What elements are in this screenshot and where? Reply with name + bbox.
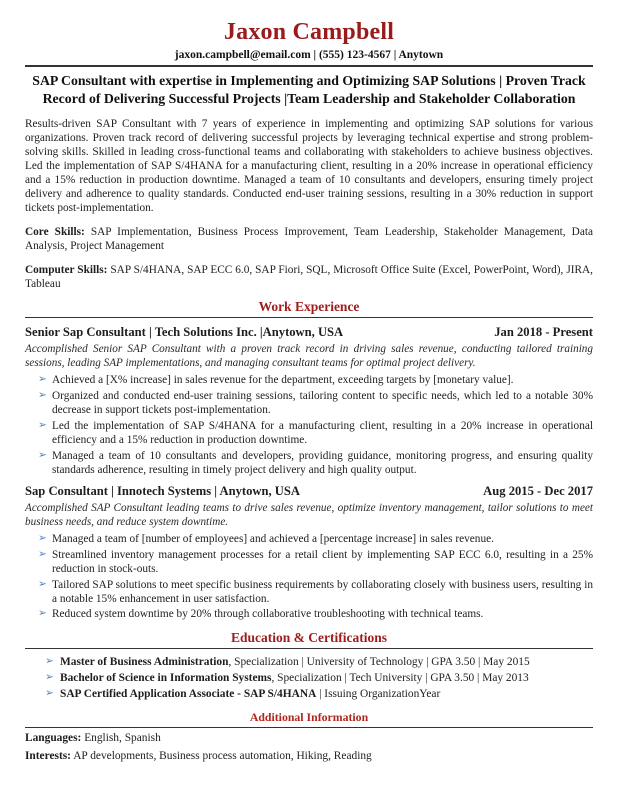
- core-skills-value: SAP Implementation, Business Process Improvement, Team Leadership, Stakeholder Management, Data Analysis, Project Management: [25, 226, 593, 252]
- degree-details: | Issuing OrganizationYear: [316, 688, 441, 701]
- degree-details: , Specialization | Tech University | GPA 3.50 | May 2013: [271, 671, 529, 684]
- arrow-bullet-icon: ➢: [45, 655, 54, 667]
- bullet-text: Achieved a [X% increase] in sales revenue for the department, exceeding targets by [monetary value].: [52, 374, 514, 386]
- bullet-text: Reduced system downtime by 20% through collaborative troubleshooting with technical teams.: [52, 608, 484, 621]
- arrow-bullet-icon: ➢: [45, 671, 54, 683]
- job-title: Senior Sap Consultant | Tech Solutions Inc. |Anytown, USA: [25, 325, 344, 339]
- education-item: [25, 654, 593, 670]
- bullet-item: [25, 419, 593, 447]
- interests-label: Interests:: [25, 750, 71, 763]
- job-dates: Aug 2015 - Dec 2017: [483, 483, 593, 498]
- bullet-text: Managed a team of [number of employees] and achieved a [percentage increase] in sales revenue.: [52, 532, 494, 545]
- summary-paragraph: Results-driven SAP Consultant with 7 years of experience in implementing and optimizing SAP solutions for various organizations. Proven track record of delivering successful projects by leveraging technical expertise and strong problem-solving skills. Skilled in leading cross-functional teams and collaborating with stakeholders to achieve business objectives. Led the implementation of SAP S/4HANA for a manufacturing client, resulting in a 20% increase in operational efficiency and a 15% reduction in production downtime. Managed a team of 10 consultants and developers, ensuring timely project delivery and adherence to quality standards. Conducted end-user training sessions, resulting in a 30% reduction in support tickets post-implementation.: [25, 118, 593, 214]
- computer-skills-value: SAP S/4HANA, SAP ECC 6.0, SAP Fiori, SQL, Microsoft Office Suite (Excel, PowerPoint, Word), JIRA, Tableau: [25, 264, 593, 290]
- bullet-text: Led the implementation of SAP S/4HANA for a manufacturing client, resulting in a 20% increase in operational efficiency and a 15% reduction in production downtime.: [52, 419, 593, 446]
- arrow-bullet-icon: ➢: [38, 419, 47, 431]
- section-title-additional-information: Additional Information: [249, 710, 369, 725]
- bullet-item: [25, 607, 593, 621]
- arrow-bullet-icon: ➢: [38, 608, 47, 620]
- bullet-item: [25, 548, 593, 576]
- work-section-divider: [25, 317, 593, 318]
- additional-section-divider: [25, 727, 593, 728]
- education-text: [60, 670, 593, 686]
- bullet-item: [25, 578, 593, 606]
- education-list: [25, 654, 593, 703]
- arrow-bullet-icon: ➢: [38, 578, 47, 590]
- interests-value: AP developments, Business process automation, Hiking, Reading: [70, 750, 372, 763]
- core-skills-line: [25, 225, 593, 253]
- job-header: [25, 484, 593, 499]
- education-item: [25, 670, 593, 686]
- bullet-item: [25, 532, 593, 546]
- bullet-text: Managed a team of 10 consultants and developers, providing guidance, monitoring progress, and ensuring quality standards adherence, resulting in timely project delivery and high quality output.: [52, 449, 593, 476]
- degree-name: SAP Certified Application Associate - SAP S/4HANA: [60, 688, 317, 701]
- section-title-work-experience: Work Experience: [258, 299, 360, 314]
- languages-value: English, Spanish: [81, 732, 161, 745]
- arrow-bullet-icon: ➢: [38, 548, 47, 560]
- arrow-bullet-icon: ➢: [38, 449, 47, 461]
- job-summary: Accomplished SAP Consultant leading teams to drive sales revenue, optimize inventory management, tailor solutions to meet business needs, and reduce system downtime.: [25, 501, 593, 528]
- computer-skills-label: Computer Skills:: [25, 264, 108, 276]
- job-title: Sap Consultant | Innotech Systems | Anytown, USA: [25, 483, 300, 498]
- degree-details: , Specialization | University of Technology | GPA 3.50 | May 2015: [228, 655, 530, 668]
- arrow-bullet-icon: ➢: [45, 688, 54, 700]
- contact-line: jaxon.campbell@email.com | (555) 123-4567 | Anytown: [174, 49, 444, 61]
- bullet-list: [25, 373, 593, 477]
- computer-skills-line: [25, 263, 593, 291]
- interests-line: [25, 749, 593, 764]
- job-summary: Accomplished Senior SAP Consultant with a proven track record in driving sales revenue, conducting tailored training sessions, leading SAP implementations, and managing consultant teams for optimal project delivery.: [25, 343, 593, 369]
- education-section-divider: [25, 648, 593, 649]
- education-text: [60, 686, 593, 702]
- arrow-bullet-icon: ➢: [38, 389, 47, 401]
- job-header: [25, 325, 593, 340]
- job-entry: [25, 484, 593, 622]
- education-text: [60, 654, 593, 670]
- bullet-text: Organized and conducted end-user training sessions, tailoring content to specific needs, which led to a notable 30% decrease in support tickets post-implementation.: [52, 389, 593, 416]
- headline: SAP Consultant with expertise in Implementing and Optimizing SAP Solutions | Proven Track Record of Delivering Successful Projects |Team Leadership and Stakeholder Collaboration: [32, 73, 586, 106]
- arrow-bullet-icon: ➢: [38, 374, 47, 385]
- bullet-text: Streamlined inventory management processes for a retail client by implementing SAP ECC 6.0, resulting in a 25% reduction in stock-outs.: [52, 548, 593, 575]
- degree-name: Master of Business Administration: [60, 655, 229, 668]
- bullet-item: [25, 449, 593, 477]
- section-title-education: Education & Certifications: [231, 629, 387, 645]
- languages-label: Languages:: [25, 732, 82, 745]
- bullet-item: [25, 389, 593, 417]
- candidate-name: Jaxon Campbell: [223, 19, 395, 45]
- bullet-text: Tailored SAP solutions to meet specific business requirements by collaborating closely with business users, resulting in a notable 15% enhancement in user satisfaction.: [52, 578, 593, 605]
- header-divider: [25, 65, 593, 67]
- languages-line: [25, 731, 593, 746]
- job-entry: [25, 325, 593, 477]
- arrow-bullet-icon: ➢: [38, 532, 47, 544]
- job-dates: Jan 2018 - Present: [494, 325, 593, 339]
- bullet-list: [25, 532, 593, 622]
- education-item: [25, 686, 593, 702]
- bullet-item: [25, 373, 593, 387]
- degree-name: Bachelor of Science in Information Systems: [60, 671, 272, 684]
- core-skills-label: Core Skills:: [25, 226, 85, 238]
